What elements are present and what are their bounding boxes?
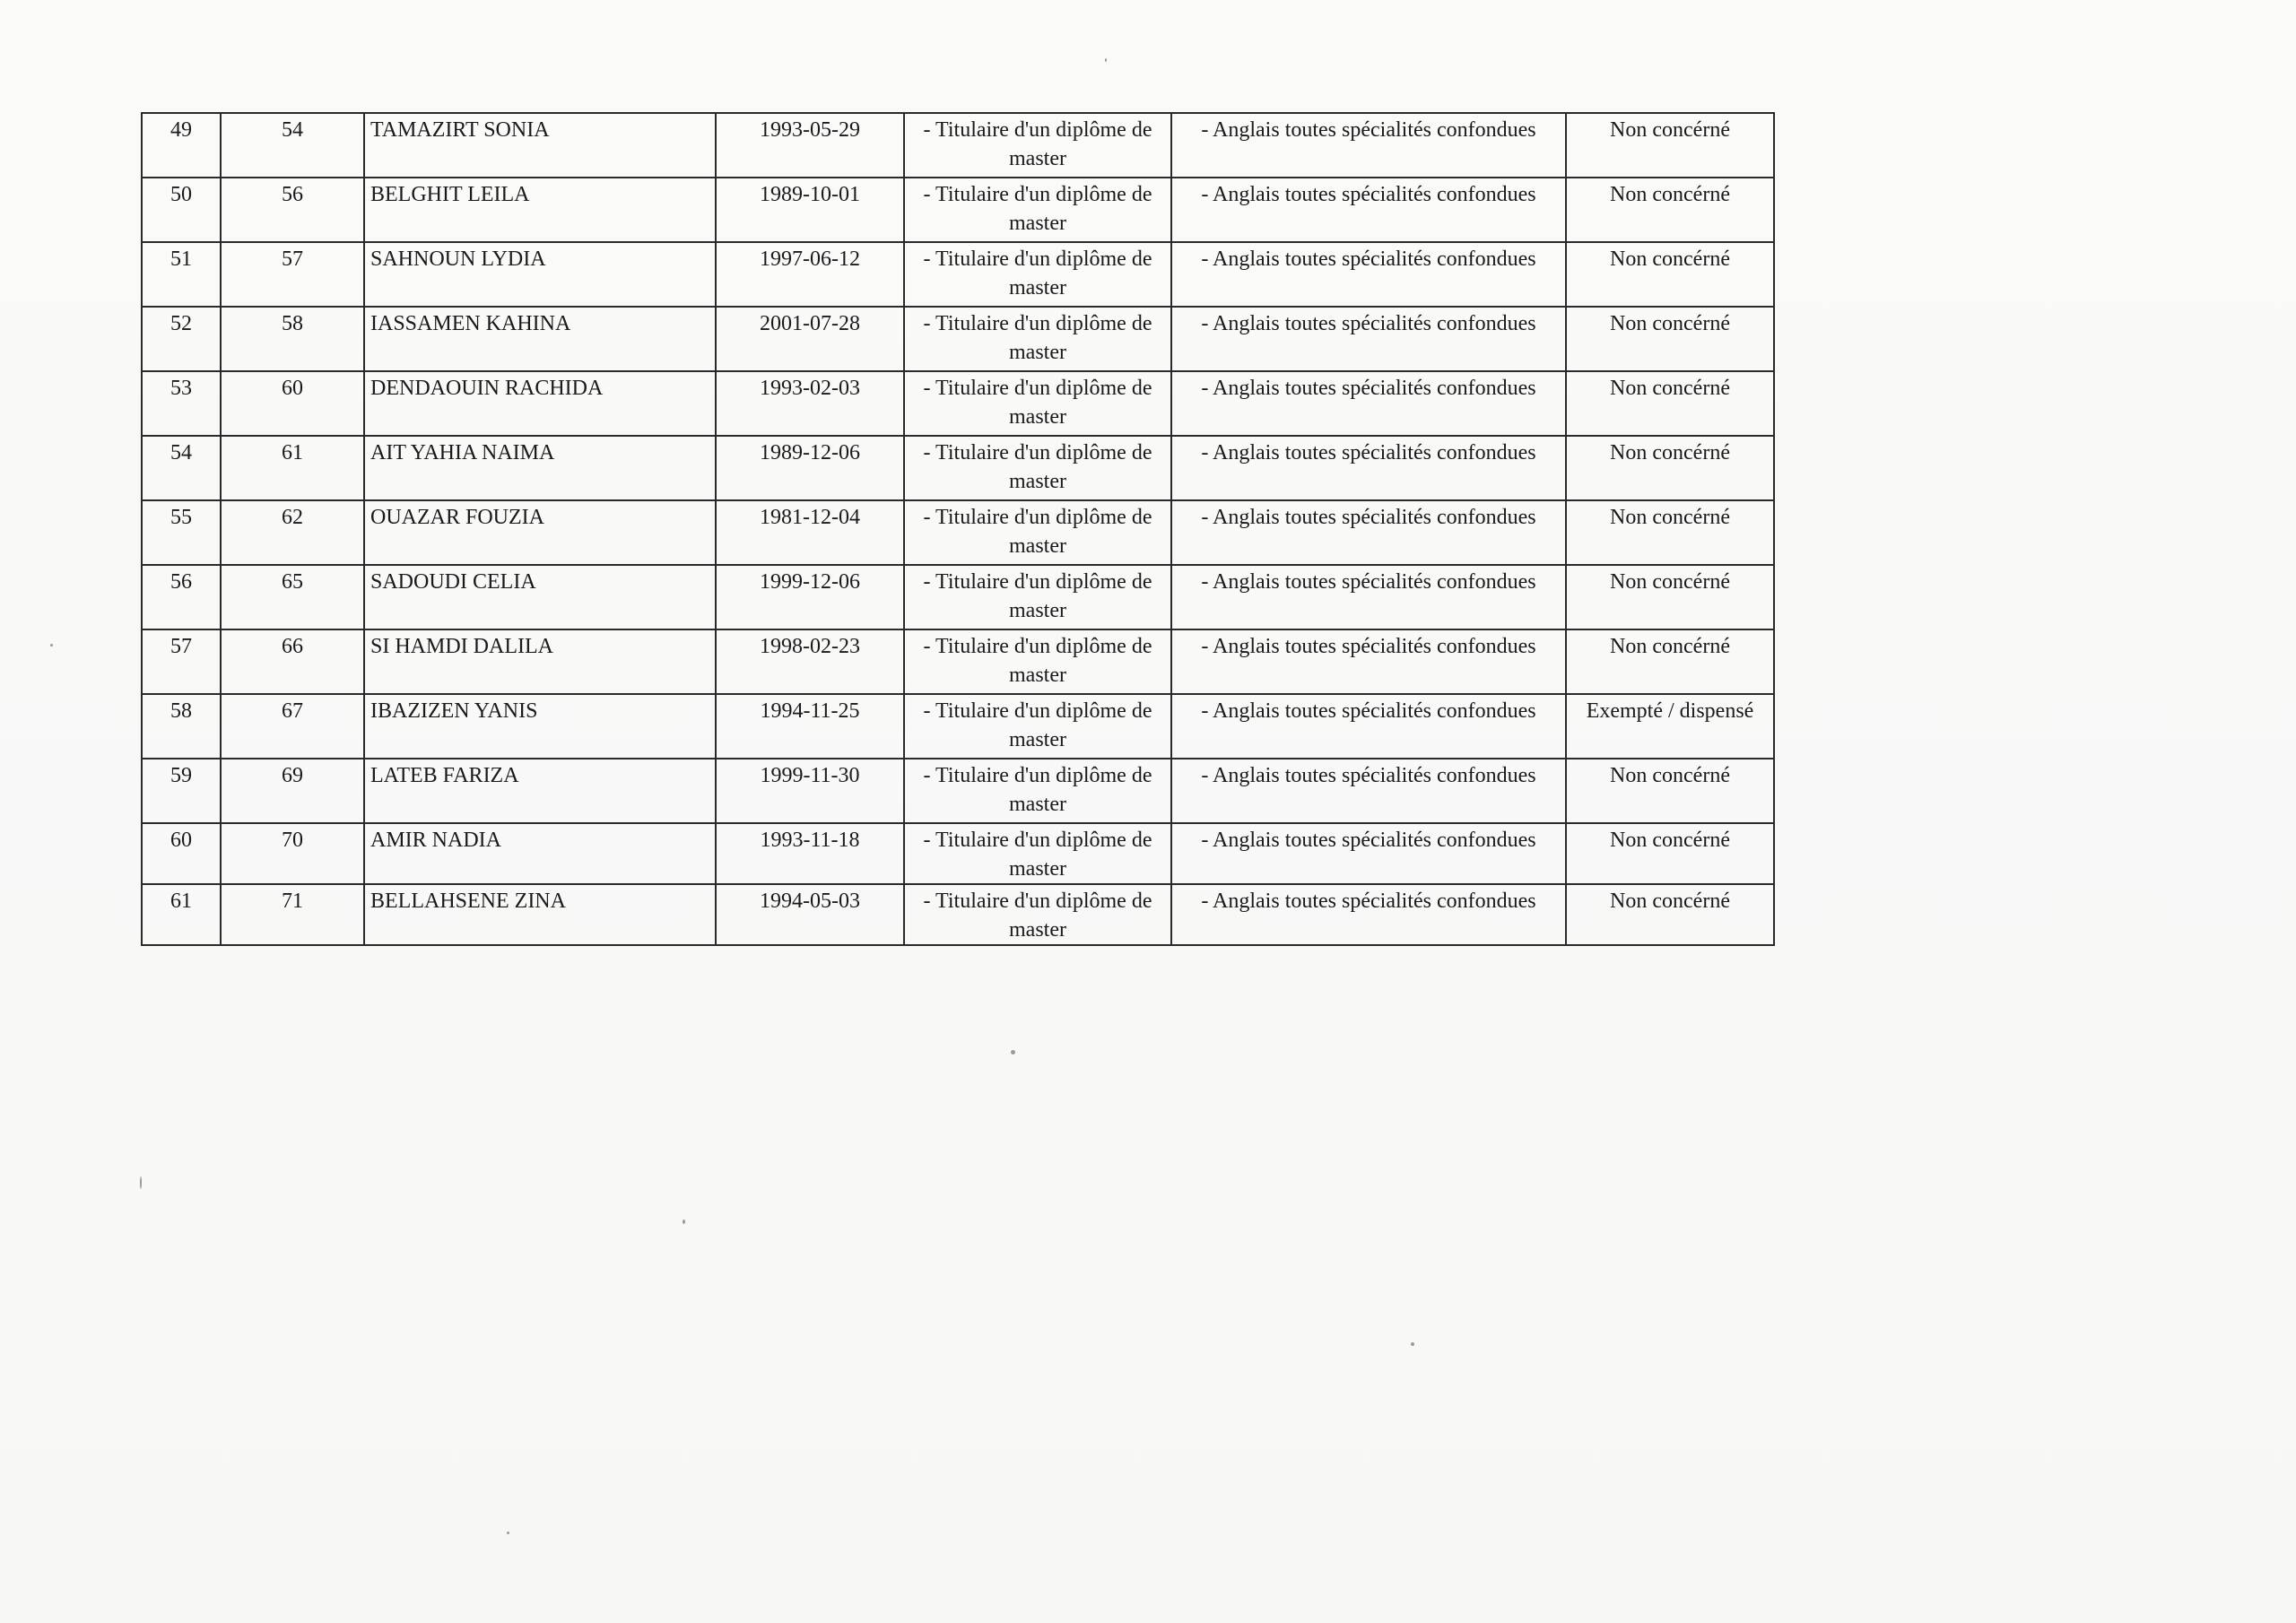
table-row <box>142 694 1774 759</box>
candidate-name: BELGHIT LEILA <box>364 178 716 242</box>
speciality: - Anglais toutes spécialités confondues <box>1171 759 1566 823</box>
birth-date: 1994-11-25 <box>716 694 904 759</box>
military-status: Non concérné <box>1566 759 1774 823</box>
candidate-name: IASSAMEN KAHINA <box>364 307 716 371</box>
row-number: 51 <box>142 242 221 307</box>
candidate-name: OUAZAR FOUZIA <box>364 500 716 565</box>
scan-speck <box>507 1532 509 1534</box>
diploma: - Titulaire d'un diplôme de master <box>904 500 1171 565</box>
table-row <box>142 629 1774 694</box>
birth-date: 1998-02-23 <box>716 629 904 694</box>
candidate-name: LATEB FARIZA <box>364 759 716 823</box>
order-number: 62 <box>221 500 364 565</box>
scan-speck <box>1011 1050 1015 1055</box>
row-number: 57 <box>142 629 221 694</box>
candidate-name: SI HAMDI DALILA <box>364 629 716 694</box>
candidate-name: SADOUDI CELIA <box>364 565 716 629</box>
birth-date: 1997-06-12 <box>716 242 904 307</box>
birth-date: 1993-02-03 <box>716 371 904 436</box>
candidate-name: SAHNOUN LYDIA <box>364 242 716 307</box>
scan-speck <box>140 1176 142 1189</box>
birth-date: 1994-05-03 <box>716 884 904 945</box>
military-status: Non concérné <box>1566 371 1774 436</box>
diploma: - Titulaire d'un diplôme de master <box>904 759 1171 823</box>
speciality: - Anglais toutes spécialités confondues <box>1171 823 1566 884</box>
speciality: - Anglais toutes spécialités confondues <box>1171 242 1566 307</box>
speciality: - Anglais toutes spécialités confondues <box>1171 629 1566 694</box>
birth-date: 1999-11-30 <box>716 759 904 823</box>
candidate-name: TAMAZIRT SONIA <box>364 113 716 178</box>
military-status: Non concérné <box>1566 565 1774 629</box>
candidates-table <box>141 112 1775 946</box>
row-number: 49 <box>142 113 221 178</box>
birth-date: 1993-05-29 <box>716 113 904 178</box>
military-status: Exempté / dispensé <box>1566 694 1774 759</box>
diploma: - Titulaire d'un diplôme de master <box>904 178 1171 242</box>
diploma: - Titulaire d'un diplôme de master <box>904 113 1171 178</box>
order-number: 70 <box>221 823 364 884</box>
table-row <box>142 371 1774 436</box>
diploma: - Titulaire d'un diplôme de master <box>904 823 1171 884</box>
speciality: - Anglais toutes spécialités confondues <box>1171 307 1566 371</box>
diploma: - Titulaire d'un diplôme de master <box>904 307 1171 371</box>
military-status: Non concérné <box>1566 242 1774 307</box>
diploma: - Titulaire d'un diplôme de master <box>904 694 1171 759</box>
scan-speck <box>1105 58 1107 62</box>
military-status: Non concérné <box>1566 307 1774 371</box>
military-status: Non concérné <box>1566 884 1774 945</box>
candidate-name: BELLAHSENE ZINA <box>364 884 716 945</box>
order-number: 60 <box>221 371 364 436</box>
candidate-name: IBAZIZEN YANIS <box>364 694 716 759</box>
table-row <box>142 500 1774 565</box>
order-number: 67 <box>221 694 364 759</box>
speciality: - Anglais toutes spécialités confondues <box>1171 565 1566 629</box>
table-row <box>142 178 1774 242</box>
scan-speck <box>50 644 53 647</box>
candidate-name: DENDAOUIN RACHIDA <box>364 371 716 436</box>
speciality: - Anglais toutes spécialités confondues <box>1171 436 1566 500</box>
military-status: Non concérné <box>1566 629 1774 694</box>
table-row <box>142 884 1774 945</box>
row-number: 56 <box>142 565 221 629</box>
row-number: 50 <box>142 178 221 242</box>
speciality: - Anglais toutes spécialités confondues <box>1171 371 1566 436</box>
order-number: 56 <box>221 178 364 242</box>
table-row <box>142 565 1774 629</box>
scan-speck <box>1411 1342 1414 1346</box>
table-row <box>142 759 1774 823</box>
candidate-name: AIT YAHIA NAIMA <box>364 436 716 500</box>
table-row <box>142 307 1774 371</box>
order-number: 61 <box>221 436 364 500</box>
order-number: 71 <box>221 884 364 945</box>
order-number: 69 <box>221 759 364 823</box>
speciality: - Anglais toutes spécialités confondues <box>1171 694 1566 759</box>
table-row <box>142 436 1774 500</box>
row-number: 59 <box>142 759 221 823</box>
speciality: - Anglais toutes spécialités confondues <box>1171 178 1566 242</box>
order-number: 54 <box>221 113 364 178</box>
birth-date: 1989-10-01 <box>716 178 904 242</box>
birth-date: 1981-12-04 <box>716 500 904 565</box>
military-status: Non concérné <box>1566 823 1774 884</box>
row-number: 52 <box>142 307 221 371</box>
table-row <box>142 242 1774 307</box>
order-number: 65 <box>221 565 364 629</box>
row-number: 61 <box>142 884 221 945</box>
scan-speck <box>683 1219 685 1224</box>
table-row <box>142 113 1774 178</box>
military-status: Non concérné <box>1566 113 1774 178</box>
speciality: - Anglais toutes spécialités confondues <box>1171 884 1566 945</box>
diploma: - Titulaire d'un diplôme de master <box>904 884 1171 945</box>
speciality: - Anglais toutes spécialités confondues <box>1171 113 1566 178</box>
diploma: - Titulaire d'un diplôme de master <box>904 436 1171 500</box>
birth-date: 1999-12-06 <box>716 565 904 629</box>
diploma: - Titulaire d'un diplôme de master <box>904 242 1171 307</box>
birth-date: 1993-11-18 <box>716 823 904 884</box>
row-number: 58 <box>142 694 221 759</box>
row-number: 54 <box>142 436 221 500</box>
table-row <box>142 823 1774 884</box>
speciality: - Anglais toutes spécialités confondues <box>1171 500 1566 565</box>
military-status: Non concérné <box>1566 500 1774 565</box>
diploma: - Titulaire d'un diplôme de master <box>904 565 1171 629</box>
order-number: 58 <box>221 307 364 371</box>
order-number: 66 <box>221 629 364 694</box>
birth-date: 2001-07-28 <box>716 307 904 371</box>
military-status: Non concérné <box>1566 178 1774 242</box>
order-number: 57 <box>221 242 364 307</box>
birth-date: 1989-12-06 <box>716 436 904 500</box>
row-number: 53 <box>142 371 221 436</box>
diploma: - Titulaire d'un diplôme de master <box>904 629 1171 694</box>
candidate-name: AMIR NADIA <box>364 823 716 884</box>
row-number: 60 <box>142 823 221 884</box>
row-number: 55 <box>142 500 221 565</box>
diploma: - Titulaire d'un diplôme de master <box>904 371 1171 436</box>
military-status: Non concérné <box>1566 436 1774 500</box>
